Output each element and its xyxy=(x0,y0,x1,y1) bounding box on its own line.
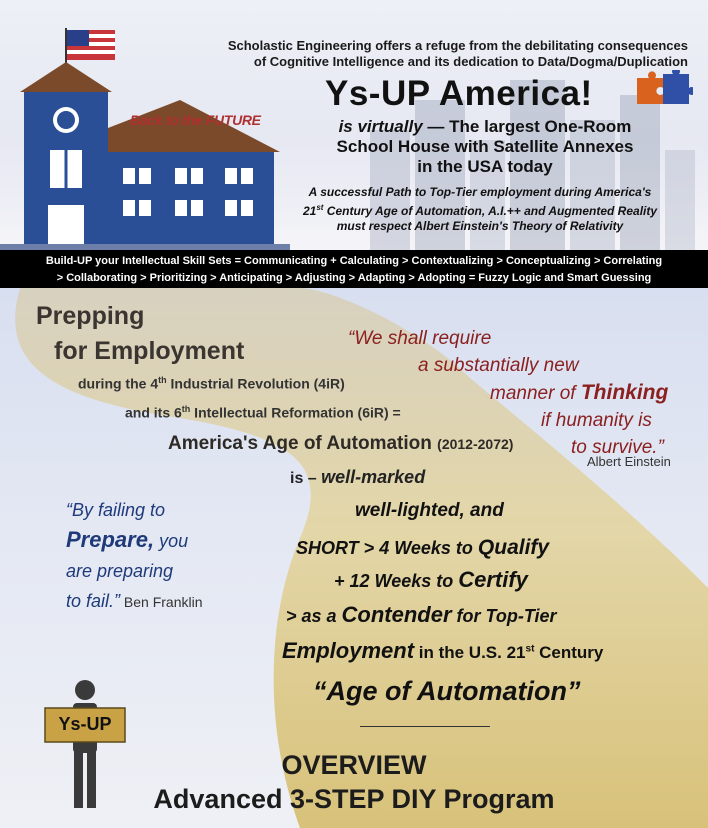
l8-text-a: > as a xyxy=(286,606,342,626)
divider-line xyxy=(360,726,490,727)
einstein-thinking: Thinking xyxy=(580,381,669,404)
l6-qualify: Qualify xyxy=(477,536,550,559)
l8-text-c: for Top-Tier xyxy=(451,606,557,626)
puzzle-pieces-icon xyxy=(633,70,693,110)
franklin-line-1: “By failing to xyxy=(66,500,166,520)
l9-sup: st xyxy=(525,643,535,655)
well-lighted-line: well-lighted, and xyxy=(355,500,504,521)
l9-text-c: Century xyxy=(534,643,604,662)
for-employment-heading: for Employment xyxy=(54,337,245,365)
l1-text-b: Industrial Revolution (4iR) xyxy=(166,375,345,392)
banner-line-1: Build-UP your Intellectual Skill Sets = Communicating + Calculating > Contextualizing > Conceptualizing > Correlating xyxy=(45,255,663,267)
certify-line xyxy=(334,567,528,593)
banner-line-2: > Collaborating > Prioritizing > Anticipating > Adjusting > Adapting > Adopting = Fuzzy Logic and Smart Guessing xyxy=(56,272,652,284)
einstein-line-2: a substantially new xyxy=(418,355,579,376)
einstein-line-1: “We shall require xyxy=(348,328,492,349)
l9-text-b: in the U.S. 21 xyxy=(414,643,526,662)
l7-text-a: + 12 Weeks to xyxy=(334,571,459,591)
path-line-2-sup: st xyxy=(316,203,324,212)
overview-heading: OVERVIEW xyxy=(281,750,427,780)
l2-text-a: and its 6 xyxy=(125,404,182,421)
industrial-revolution-line xyxy=(78,375,345,392)
header-path-text xyxy=(260,185,700,234)
header-subtitle xyxy=(305,117,665,177)
path-line-1: A successful Path to Top-Tier employment during America's xyxy=(308,185,652,199)
franklin-prepare: Prepare, xyxy=(66,527,155,552)
person-with-sign-figure xyxy=(40,678,130,823)
l7-certify: Certify xyxy=(458,567,528,592)
path-line-2-prefix: 21 xyxy=(302,204,317,218)
l1-sup: th xyxy=(158,375,167,385)
l9-employment: Employment xyxy=(282,638,415,663)
well-marked-line xyxy=(290,467,425,488)
subtitle-line-3: in the USA today xyxy=(417,157,553,176)
l2-text-b: Intellectual Reformation (6iR) = xyxy=(190,404,401,421)
subtitle-line-2: School House with Satellite Annexes xyxy=(336,137,634,156)
franklin-line-3: are preparing xyxy=(66,561,174,581)
tagline-line-2: of Cognitive Intelligence and its dedication to Data/Dogma/Duplication xyxy=(253,54,688,69)
header-panel xyxy=(0,0,708,250)
qualify-line xyxy=(296,536,549,560)
age-of-automation-quote: “Age of Automation” xyxy=(313,676,581,706)
employment-line xyxy=(282,638,603,664)
path-line-3: must respect Albert Einstein's Theory of Relativity xyxy=(336,219,624,233)
l2-sup: th xyxy=(181,404,191,414)
ys-up-sign-text: Ys-UP xyxy=(58,714,112,734)
einstein-quote xyxy=(338,325,683,461)
l3-text-a: America's Age of Automation xyxy=(168,433,438,454)
l1-text-a: during the 4 xyxy=(78,375,159,392)
l4-text-b: well-marked xyxy=(321,467,426,487)
einstein-line-5: to survive.” xyxy=(571,437,664,458)
franklin-line-2b: you xyxy=(154,531,189,551)
subtitle-rest: — The largest One-Room xyxy=(422,117,632,136)
page-title: Ys-UP America! xyxy=(325,74,593,113)
contender-line xyxy=(286,602,557,628)
l8-contender: Contender xyxy=(341,602,452,627)
tagline-line-1: Scholastic Engineering offers a refuge from the debilitating consequences xyxy=(227,38,688,53)
franklin-quote xyxy=(66,495,276,617)
l3-years: (2012-2072) xyxy=(437,436,514,452)
l4-text-a: is – xyxy=(290,470,322,487)
l6-text-a: SHORT > 4 Weeks to xyxy=(296,538,478,558)
back-to-future-label: Back to the FUTURE xyxy=(130,112,261,128)
franklin-author: Ben Franklin xyxy=(120,594,203,610)
header-tagline xyxy=(168,38,688,70)
einstein-author: Albert Einstein xyxy=(587,454,671,469)
einstein-line-4: if humanity is xyxy=(541,410,652,431)
path-line-2: Century Age of Automation, A.I.++ and Augmented Reality xyxy=(326,204,658,218)
prepping-heading: Prepping xyxy=(36,302,145,330)
subtitle-italic: is virtually xyxy=(338,117,423,136)
program-heading: Advanced 3-STEP DIY Program xyxy=(153,784,555,814)
skill-sets-banner xyxy=(0,250,708,288)
franklin-line-4: to fail.” xyxy=(66,591,121,611)
einstein-line-3a: manner of xyxy=(490,383,581,404)
